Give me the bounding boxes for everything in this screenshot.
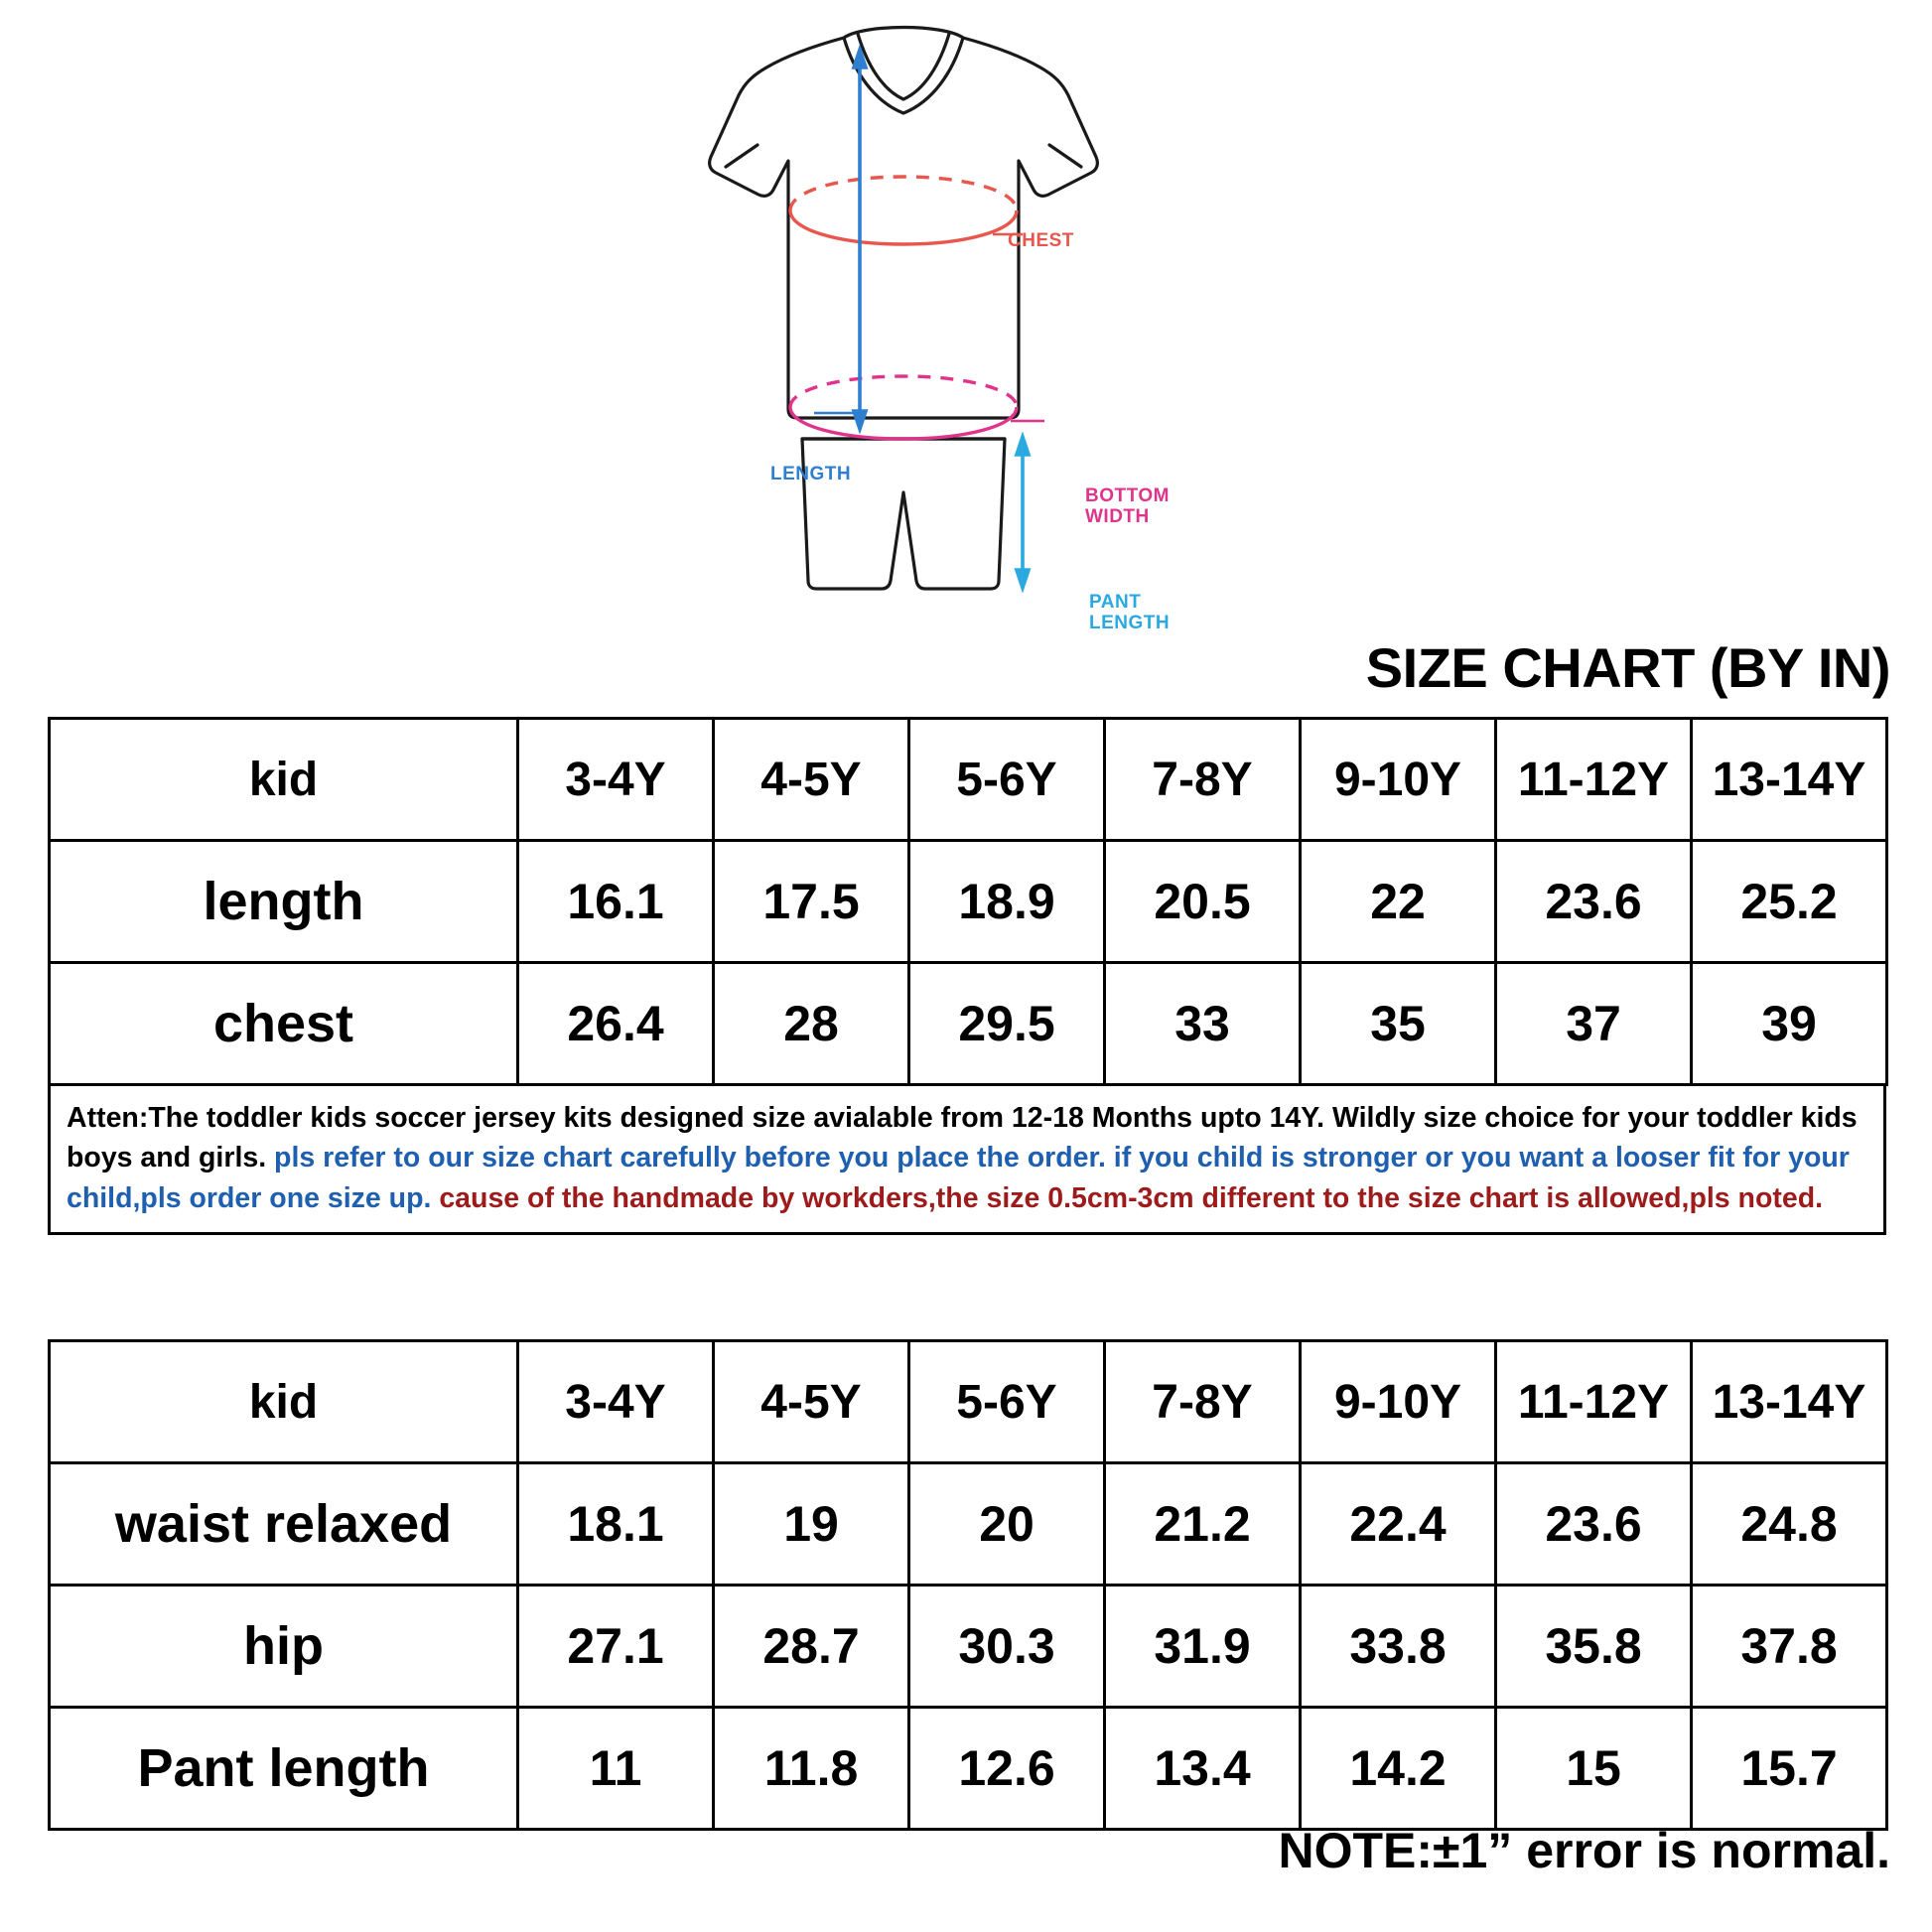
chest-11-12y: 37 bbox=[1496, 963, 1692, 1085]
row-label-length: length bbox=[50, 841, 518, 963]
bottom-header-col-2: 4-5Y bbox=[714, 1341, 909, 1463]
bottom-header-col-4: 7-8Y bbox=[1105, 1341, 1301, 1463]
chest-3-4y: 26.4 bbox=[518, 963, 714, 1085]
length-label: LENGTH bbox=[770, 464, 852, 484]
attention-note-red: cause of the handmade by workders,the size 0.5cm-3cm different to the size chart is allowed,pls noted. bbox=[439, 1181, 1824, 1214]
bottom-size-table bbox=[48, 1339, 1888, 1831]
bottom-header-col-5: 9-10Y bbox=[1301, 1341, 1496, 1463]
row-label-hip: hip bbox=[50, 1586, 518, 1708]
top-header-col-3: 5-6Y bbox=[909, 719, 1105, 841]
chest-9-10y: 35 bbox=[1301, 963, 1496, 1085]
pant-length-13-14y: 15.7 bbox=[1692, 1708, 1887, 1830]
bottom-width-label-line2: WIDTH bbox=[1085, 505, 1150, 527]
pant-length-9-10y: 14.2 bbox=[1301, 1708, 1496, 1830]
bottom-header-kid: kid bbox=[50, 1341, 518, 1463]
table-row bbox=[50, 963, 1887, 1085]
pant-length-7-8y: 13.4 bbox=[1105, 1708, 1301, 1830]
length-7-8y: 20.5 bbox=[1105, 841, 1301, 963]
hip-7-8y: 31.9 bbox=[1105, 1586, 1301, 1708]
waist-9-10y: 22.4 bbox=[1301, 1463, 1496, 1586]
jersey-kit-illustration bbox=[695, 10, 1112, 695]
table-row bbox=[50, 1586, 1887, 1708]
waist-13-14y: 24.8 bbox=[1692, 1463, 1887, 1586]
waist-11-12y: 23.6 bbox=[1496, 1463, 1692, 1586]
chest-label: CHEST bbox=[1008, 230, 1074, 251]
bottom-size-table-wrapper bbox=[48, 1339, 1886, 1831]
length-11-12y: 23.6 bbox=[1496, 841, 1692, 963]
table-row bbox=[50, 841, 1887, 963]
row-label-pant-length: Pant length bbox=[50, 1708, 518, 1830]
pant-length-4-5y: 11.8 bbox=[714, 1708, 909, 1830]
table-row bbox=[50, 1708, 1887, 1830]
hip-3-4y: 27.1 bbox=[518, 1586, 714, 1708]
waist-4-5y: 19 bbox=[714, 1463, 909, 1586]
row-label-waist-relaxed: waist relaxed bbox=[50, 1463, 518, 1586]
bottom-header-col-7: 13-14Y bbox=[1692, 1341, 1887, 1463]
bottom-width-label-line1: BOTTOM bbox=[1085, 485, 1170, 506]
pant-length-label bbox=[1089, 593, 1170, 633]
top-size-table-wrapper bbox=[48, 717, 1886, 1235]
table-row bbox=[50, 1341, 1887, 1463]
length-13-14y: 25.2 bbox=[1692, 841, 1887, 963]
attention-note-black: Atten:The toddler kids soccer jersey kits designed size avialable from 12-18 Months upto 14Y. Wildly size choice for your toddler kids boys and girls. bbox=[67, 1102, 1858, 1174]
bottom-width-label bbox=[1085, 486, 1170, 527]
waist-7-8y: 21.2 bbox=[1105, 1463, 1301, 1586]
chest-4-5y: 28 bbox=[714, 963, 909, 1085]
table-row bbox=[50, 719, 1887, 841]
hip-13-14y: 37.8 bbox=[1692, 1586, 1887, 1708]
table-row bbox=[50, 1463, 1887, 1586]
length-9-10y: 22 bbox=[1301, 841, 1496, 963]
waist-3-4y: 18.1 bbox=[518, 1463, 714, 1586]
top-header-col-6: 11-12Y bbox=[1496, 719, 1692, 841]
waist-5-6y: 20 bbox=[909, 1463, 1105, 1586]
bottom-header-col-1: 3-4Y bbox=[518, 1341, 714, 1463]
bottom-header-col-6: 11-12Y bbox=[1496, 1341, 1692, 1463]
hip-9-10y: 33.8 bbox=[1301, 1586, 1496, 1708]
top-header-col-5: 9-10Y bbox=[1301, 719, 1496, 841]
error-footnote: NOTE:±1” error is normal. bbox=[1278, 1823, 1890, 1878]
chest-5-6y: 29.5 bbox=[909, 963, 1105, 1085]
hip-4-5y: 28.7 bbox=[714, 1586, 909, 1708]
length-4-5y: 17.5 bbox=[714, 841, 909, 963]
hip-5-6y: 30.3 bbox=[909, 1586, 1105, 1708]
pant-length-label-line1: PANT bbox=[1089, 592, 1142, 613]
top-header-col-2: 4-5Y bbox=[714, 719, 909, 841]
chart-title: SIZE CHART (BY IN) bbox=[1365, 636, 1890, 699]
pant-length-label-line2: LENGTH bbox=[1089, 612, 1171, 633]
pant-length-11-12y: 15 bbox=[1496, 1708, 1692, 1830]
top-header-col-1: 3-4Y bbox=[518, 719, 714, 841]
length-5-6y: 18.9 bbox=[909, 841, 1105, 963]
attention-note bbox=[48, 1086, 1886, 1235]
hip-11-12y: 35.8 bbox=[1496, 1586, 1692, 1708]
chest-7-8y: 33 bbox=[1105, 963, 1301, 1085]
top-size-table bbox=[48, 717, 1888, 1086]
length-3-4y: 16.1 bbox=[518, 841, 714, 963]
attention-note-blue: pls refer to our size chart carefully before you place the order. if you child is stronger or you want a looser fit for your child,pls order one size up. bbox=[67, 1142, 1850, 1214]
row-label-chest: chest bbox=[50, 963, 518, 1085]
top-header-kid: kid bbox=[50, 719, 518, 841]
pant-length-3-4y: 11 bbox=[518, 1708, 714, 1830]
chest-13-14y: 39 bbox=[1692, 963, 1887, 1085]
top-header-col-7: 13-14Y bbox=[1692, 719, 1887, 841]
top-header-col-4: 7-8Y bbox=[1105, 719, 1301, 841]
bottom-header-col-3: 5-6Y bbox=[909, 1341, 1105, 1463]
pant-length-5-6y: 12.6 bbox=[909, 1708, 1105, 1830]
